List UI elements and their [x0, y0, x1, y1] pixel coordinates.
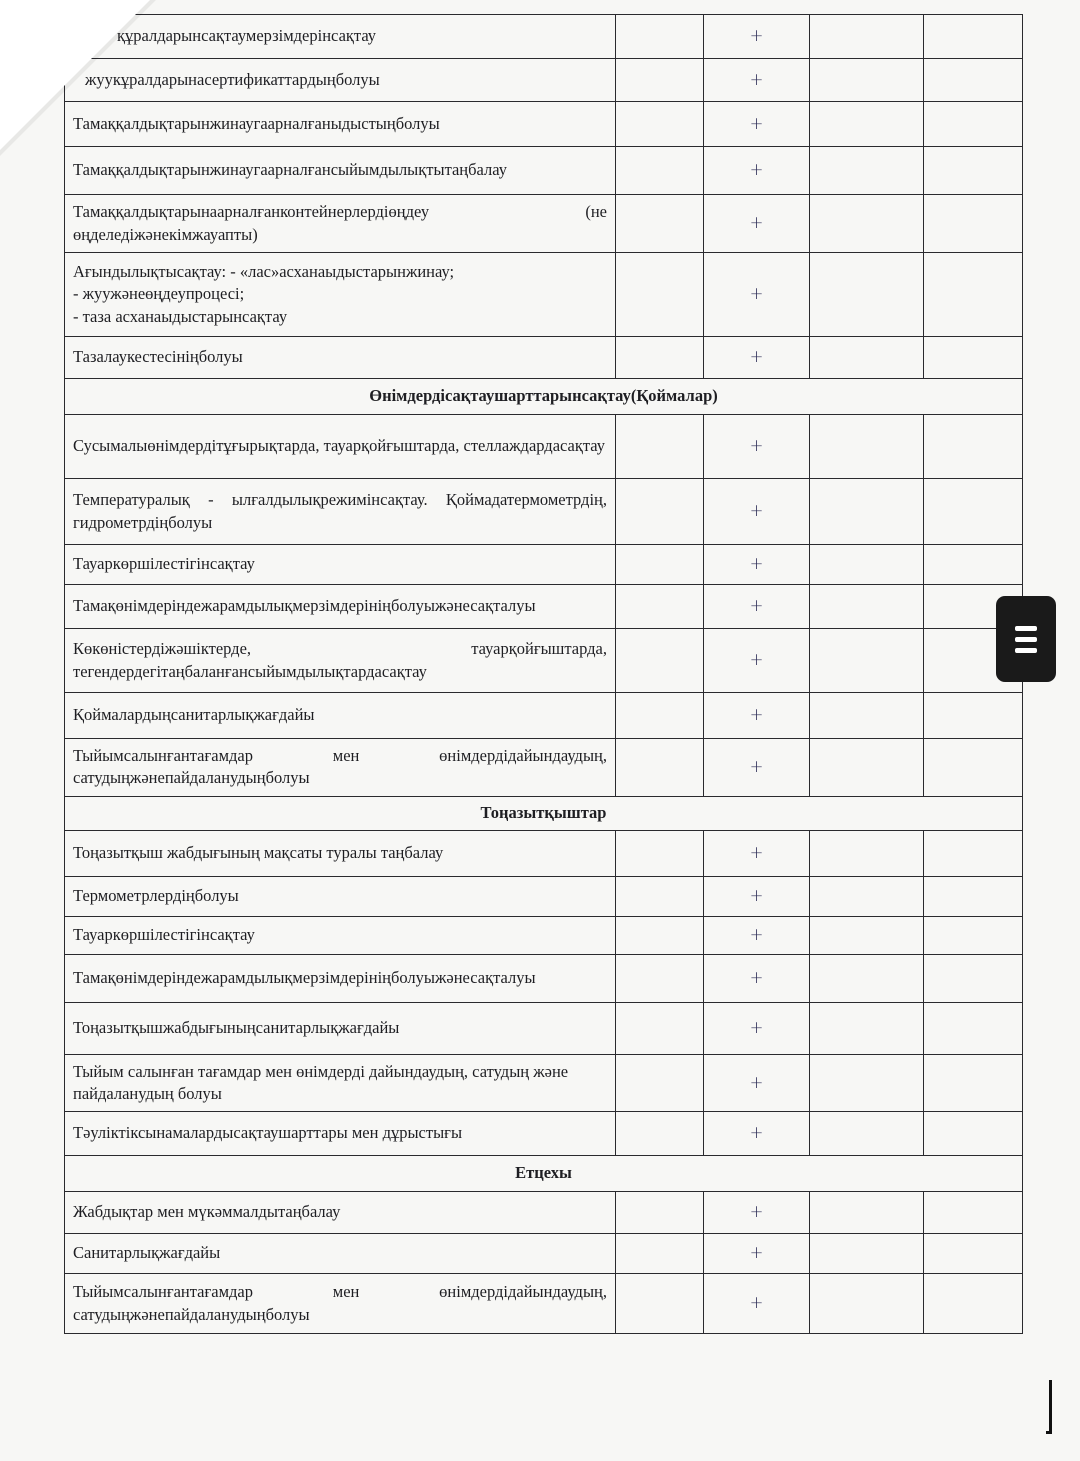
handle-bar-icon — [1015, 626, 1037, 631]
empty-cell — [616, 1234, 704, 1274]
empty-cell — [924, 15, 1023, 59]
empty-cell — [924, 1054, 1023, 1112]
criterion-cell: Температуралық - ылғалдылықрежимінсақтау. Қоймадатермометрдің, гидрометрдіңболуы — [65, 479, 616, 545]
check-mark: + — [704, 585, 810, 629]
empty-cell — [810, 1234, 924, 1274]
table-row — [65, 479, 1023, 545]
criterion-cell: Тәуліктіксынамалардысақтаушарттары мен дұрыстығы — [65, 1112, 616, 1156]
criterion-cell: Ағындылықтысақтау: - «лас»асханаыдыстарынжинау; - жуужәнеөңдеупроцесі; - таза асханаыдыстарынсақтау — [65, 253, 616, 337]
check-mark: + — [704, 337, 810, 379]
check-mark: + — [704, 1002, 810, 1054]
criterion-cell: Тыйым салынған тағамдар мен өнімдерді дайындаудың, сатудың және пайдаланудың болуы — [65, 1054, 616, 1112]
empty-cell — [810, 739, 924, 797]
empty-cell — [810, 147, 924, 195]
criterion-cell: Термометрлердіңболуы — [65, 876, 616, 916]
empty-cell — [924, 1112, 1023, 1156]
table-row — [65, 1112, 1023, 1156]
empty-cell — [810, 585, 924, 629]
empty-cell — [924, 693, 1023, 739]
check-mark: + — [704, 1234, 810, 1274]
empty-cell — [810, 1112, 924, 1156]
empty-cell — [924, 1192, 1023, 1234]
empty-cell — [616, 1002, 704, 1054]
criterion-cell: Тоңазытқышжабдығыныңсанитарлықжағдайы — [65, 1002, 616, 1054]
empty-cell — [810, 1192, 924, 1234]
check-mark: + — [704, 147, 810, 195]
section-title-fridges: Тоңазытқыштар — [65, 796, 1023, 830]
section-header-row — [65, 796, 1023, 830]
empty-cell — [924, 954, 1023, 1002]
empty-cell — [616, 545, 704, 585]
empty-cell — [924, 102, 1023, 147]
empty-cell — [810, 916, 924, 954]
table-row — [65, 954, 1023, 1002]
empty-cell — [924, 479, 1023, 545]
empty-cell — [616, 954, 704, 1002]
check-mark: + — [704, 1192, 810, 1234]
table-row — [65, 337, 1023, 379]
table-row — [65, 195, 1023, 253]
table-row — [65, 1002, 1023, 1054]
check-mark: + — [704, 545, 810, 585]
criterion-cell: Санитарлықжағдайы — [65, 1234, 616, 1274]
page-fold-corner — [0, 0, 150, 150]
table-row — [65, 1274, 1023, 1334]
empty-cell — [810, 415, 924, 479]
check-mark: + — [704, 195, 810, 253]
empty-cell — [810, 479, 924, 545]
table-row — [65, 585, 1023, 629]
empty-cell — [924, 195, 1023, 253]
empty-cell — [616, 147, 704, 195]
table-row — [65, 253, 1023, 337]
table-row — [65, 830, 1023, 876]
table-row — [65, 876, 1023, 916]
empty-cell — [810, 102, 924, 147]
empty-cell — [616, 337, 704, 379]
criterion-cell: Тамаққалдықтарынжинаугаарналғансыйымдылықтытаңбалау — [65, 147, 616, 195]
section-title-meat-shop: Етцехы — [65, 1156, 1023, 1192]
section-header-row — [65, 379, 1023, 415]
table-row — [65, 693, 1023, 739]
criterion-cell: жуукұралдарынасертификаттардыңболуы — [65, 59, 616, 102]
empty-cell — [616, 739, 704, 797]
empty-cell — [810, 1274, 924, 1334]
empty-cell — [810, 15, 924, 59]
check-mark: + — [704, 830, 810, 876]
empty-cell — [616, 693, 704, 739]
empty-cell — [924, 1234, 1023, 1274]
empty-cell — [810, 830, 924, 876]
criterion-cell: Тыйымсалынғантағамдар мен өнімдердідайындаудың, сатудыңжәнепайдаланудыңболуы — [65, 1274, 616, 1334]
check-mark: + — [704, 15, 810, 59]
check-mark: + — [704, 876, 810, 916]
empty-cell — [810, 954, 924, 1002]
table-row — [65, 102, 1023, 147]
criterion-cell: Тамақөнімдеріндежарамдылықмерзімдерініңболуыжәнесақталуы — [65, 585, 616, 629]
table-row — [65, 916, 1023, 954]
empty-cell — [810, 253, 924, 337]
table-row — [65, 59, 1023, 102]
empty-cell — [810, 1002, 924, 1054]
empty-cell — [616, 1054, 704, 1112]
check-mark: + — [704, 916, 810, 954]
check-mark: + — [704, 479, 810, 545]
empty-cell — [810, 195, 924, 253]
empty-cell — [616, 253, 704, 337]
table-row — [65, 1054, 1023, 1112]
empty-cell — [924, 337, 1023, 379]
empty-cell — [924, 1002, 1023, 1054]
check-mark: + — [704, 1054, 810, 1112]
criterion-cell: Жабдықтар мен мүкәммалдытаңбалау — [65, 1192, 616, 1234]
criterion-cell: Тауаркөршілестігінсақтау — [65, 545, 616, 585]
empty-cell — [924, 545, 1023, 585]
empty-cell — [924, 415, 1023, 479]
handle-bar-icon — [1015, 637, 1037, 642]
empty-cell — [810, 59, 924, 102]
empty-cell — [924, 253, 1023, 337]
empty-cell — [810, 337, 924, 379]
empty-cell — [616, 876, 704, 916]
empty-cell — [616, 585, 704, 629]
section-header-row — [65, 1156, 1023, 1192]
check-mark: + — [704, 1274, 810, 1334]
criterion-cell: Тамаққалдықтарынаарналғанконтейнерлердіөңдеу (не өңделедіжәнекімжауапты) — [65, 195, 616, 253]
page-edge-mark — [1046, 1380, 1052, 1434]
handle-bar-icon — [1015, 648, 1037, 653]
check-mark: + — [704, 253, 810, 337]
check-mark: + — [704, 739, 810, 797]
criterion-cell: Тазалаукестесініңболуы — [65, 337, 616, 379]
empty-cell — [810, 1054, 924, 1112]
empty-cell — [616, 916, 704, 954]
table-row — [65, 739, 1023, 797]
criterion-cell: Тауаркөршілестігінсақтау — [65, 916, 616, 954]
empty-cell — [810, 876, 924, 916]
table-row — [65, 629, 1023, 693]
empty-cell — [924, 876, 1023, 916]
criterion-cell: құралдарынсақтаумерзімдерінсақтау — [65, 15, 616, 59]
empty-cell — [924, 916, 1023, 954]
criterion-cell: Тоңазытқыш жабдығының мақсаты туралы таңбалау — [65, 830, 616, 876]
empty-cell — [924, 147, 1023, 195]
empty-cell — [810, 693, 924, 739]
check-mark: + — [704, 59, 810, 102]
empty-cell — [924, 59, 1023, 102]
criterion-cell: Сусымалыөнімдердітұғырықтарда, тауарқойғыштарда, стеллаждардасақтау — [65, 415, 616, 479]
empty-cell — [616, 15, 704, 59]
empty-cell — [616, 830, 704, 876]
empty-cell — [616, 195, 704, 253]
check-mark: + — [704, 1112, 810, 1156]
inspection-checklist-table — [64, 14, 1023, 1334]
check-mark: + — [704, 415, 810, 479]
empty-cell — [616, 479, 704, 545]
check-mark: + — [704, 629, 810, 693]
table-row — [65, 15, 1023, 59]
table-row — [65, 1192, 1023, 1234]
empty-cell — [616, 1112, 704, 1156]
check-mark: + — [704, 693, 810, 739]
empty-cell — [616, 629, 704, 693]
criterion-cell: Тыйымсалынғантағамдар мен өнімдердідайындаудың, сатудыңжәнепайдаланудыңболуы — [65, 739, 616, 797]
empty-cell — [810, 629, 924, 693]
empty-cell — [616, 59, 704, 102]
scroll-menu-handle[interactable] — [996, 596, 1056, 682]
table-row — [65, 545, 1023, 585]
table-row — [65, 1234, 1023, 1274]
empty-cell — [616, 1192, 704, 1234]
check-mark: + — [704, 102, 810, 147]
empty-cell — [810, 545, 924, 585]
empty-cell — [616, 1274, 704, 1334]
criterion-cell: Тамақөнімдеріндежарамдылықмерзімдерініңболуыжәнесақталуы — [65, 954, 616, 1002]
empty-cell — [924, 830, 1023, 876]
table-row — [65, 415, 1023, 479]
section-title-storage: Өнімдердісақтаушарттарынсақтау(Қоймалар) — [65, 379, 1023, 415]
criterion-cell: Көкөністердіжәшіктерде, тауарқойғыштарда, тегендердегітаңбаланғансыйымдылықтардасақтау — [65, 629, 616, 693]
check-mark: + — [704, 954, 810, 1002]
criterion-cell: Тамаққалдықтарынжинаугаарналғаныдыстыңболуы — [65, 102, 616, 147]
table-row — [65, 147, 1023, 195]
criterion-cell: Қоймалардыңсанитарлықжағдайы — [65, 693, 616, 739]
empty-cell — [616, 102, 704, 147]
empty-cell — [924, 739, 1023, 797]
empty-cell — [616, 415, 704, 479]
empty-cell — [924, 1274, 1023, 1334]
